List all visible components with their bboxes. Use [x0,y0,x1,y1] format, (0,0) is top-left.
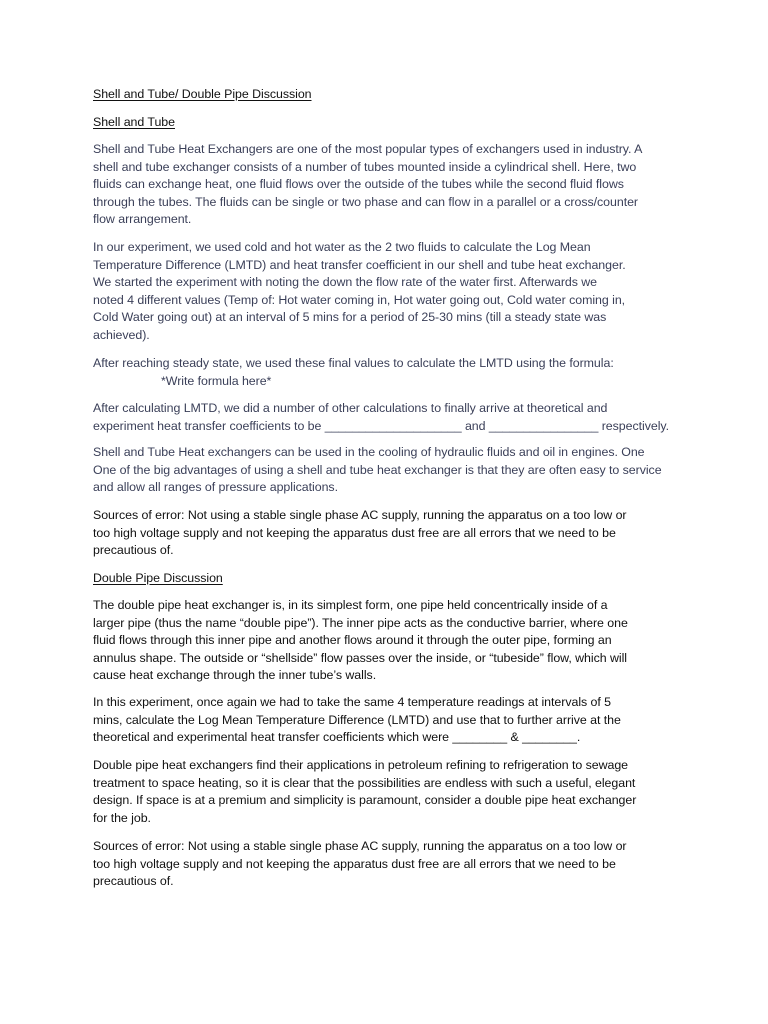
text-line: Cold Water going out) at an interval of 5 mins for a period of 25-30 mins (till a steady state was [93,310,607,325]
text-line: flow arrangement. [93,212,192,227]
paragraph-shell-intro [93,141,675,229]
paragraph-shell-experiment [93,239,675,345]
paragraph-shell-coefficients [93,400,675,435]
text-line: Sources of error: Not using a stable single phase AC supply, running the apparatus on a too low or [93,508,627,522]
text-line: experiment heat transfer coefficients to be ____________________ and ________________ respectively. [93,418,670,433]
text-line: After calculating LMTD, we did a number of other calculations to finally arrive at theoretical and [93,401,608,415]
text-line: precautious of. [93,874,174,889]
paragraph-shell-sources-of-error [93,507,675,560]
paragraph-double-pipe-sources-of-error [93,838,675,891]
text-line: fluids can exchange heat, one fluid flows over the outside of the tubes while the second fluid flows [93,177,624,192]
text-line: precautious of. [93,543,174,558]
text-line: Temperature Difference (LMTD) and heat transfer coefficient in our shell and tube heat exchanger. [93,257,626,272]
text-line: too high voltage supply and not keeping the apparatus dust free are all errors that we need to be [93,856,616,871]
text-line: fluid flows through this inner pipe and another flows around it through the outer pipe, forming an [93,633,612,648]
text-line: and allow all ranges of pressure applications. [93,480,338,495]
section-heading-shell-and-tube: Shell and Tube [93,115,175,129]
text-line: noted 4 different values (Temp of: Hot water coming in, Hot water going out, Cold water coming in, [93,292,626,307]
paragraph-double-pipe-intro [93,597,675,685]
text-line: design. If space is at a premium and simplicity is paramount, consider a double pipe heat exchanger [93,793,637,808]
formula-placeholder: *Write formula here* [161,373,272,388]
text-line: treatment to space heating, so it is clear that the possibilities are endless with such a useful, elegant [93,775,636,790]
text-line: too high voltage supply and not keeping the apparatus dust free are all errors that we need to be [93,525,616,540]
text-line: larger pipe (thus the name “double pipe”). The inner pipe acts as the conductive barrier, where one [93,615,628,630]
text-line: The double pipe heat exchanger is, in its simplest form, one pipe held concentrically inside of a [93,598,608,612]
text-line: theoretical and experimental heat transfer coefficients which were ________ & ________. [93,730,581,745]
text-line: One of the big advantages of using a shell and tube heat exchanger is that they are often easy to service [93,462,662,477]
text-line: through the tubes. The fluids can be single or two phase and can flow in a parallel or a cross/counter [93,194,639,209]
text-line: mins, calculate the Log Mean Temperature Difference (LMTD) and use that to further arrive at the [93,712,621,727]
text-line: Sources of error: Not using a stable single phase AC supply, running the apparatus on a too low or [93,839,627,853]
text-line: cause heat exchange through the inner tube’s walls. [93,668,377,683]
section-heading-double-pipe: Double Pipe Discussion [93,571,223,585]
text-line: achieved). [93,327,150,342]
text-line: Double pipe heat exchangers find their applications in petroleum refining to refrigeration to sewage [93,758,629,772]
text-line: Shell and Tube Heat exchangers can be used in the cooling of hydraulic fluids and oil in engines. One [93,445,645,459]
paragraph-double-pipe-applications [93,757,675,827]
text-line: Shell and Tube Heat Exchangers are one of the most popular types of exchangers used in industry. A [93,142,643,156]
text-line: shell and tube exchanger consists of a number of tubes mounted inside a cylindrical shell. Here, two [93,159,637,174]
text-line: We started the experiment with noting the down the flow rate of the water first. Afterwards we [93,275,598,290]
paragraph-double-pipe-experiment [93,694,675,747]
text-line: annulus shape. The outside or “shellside” flow passes over the inside, or “tubeside” flow, which will [93,650,627,665]
text-line: After reaching steady state, we used these final values to calculate the LMTD using the formula: [93,356,614,370]
document-title: Shell and Tube/ Double Pipe Discussion [93,87,312,101]
paragraph-shell-formula [93,355,675,390]
text-line: In our experiment, we used cold and hot water as the 2 two fluids to calculate the Log Mean [93,240,591,254]
text-line: for the job. [93,810,151,825]
paragraph-shell-applications [93,444,675,497]
text-line: In this experiment, once again we had to take the same 4 temperature readings at intervals of 5 [93,695,612,709]
